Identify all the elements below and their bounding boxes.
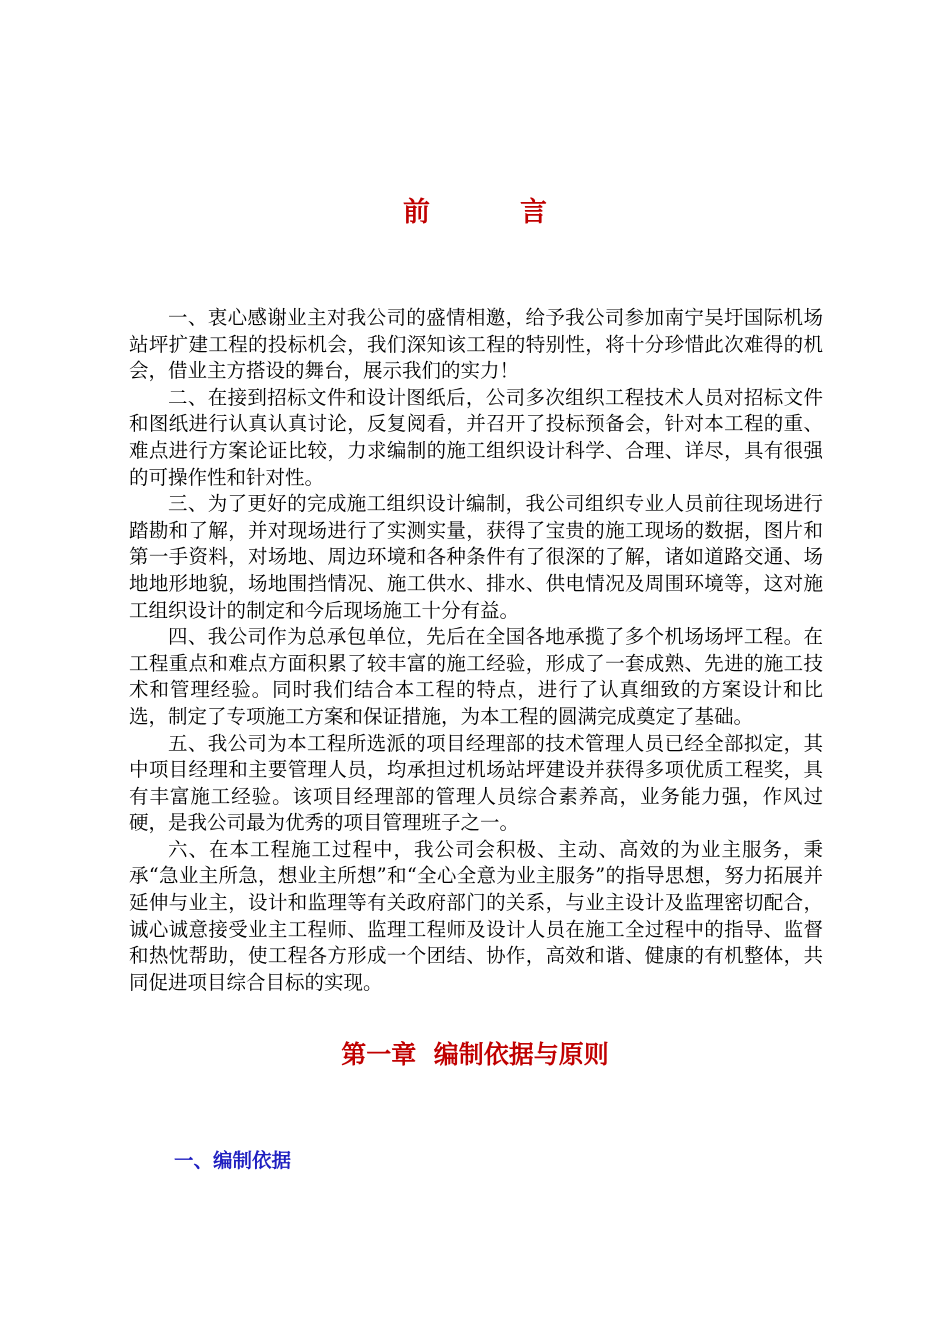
chapter-title: 第一章 编制依据与原则	[341, 1040, 609, 1069]
paragraph-5: 五、我公司为本工程所选派的项目经理部的技术管理人员已经全部拟定，其中项目经理和主要管理人员，均承担过机场站坪建设并获得多项优质工程奖，具有丰富施工经验。该项目经理部的管理人员综合素养高，业务能力强，作风过硬，是我公司最为优秀的项目管理班子之一。	[129, 731, 823, 835]
paragraph-1: 一、衷心感谢业主对我公司的盛情相邀，给予我公司参加南宁吴圩国际机场站坪扩建工程的投标机会，我们深知该工程的特别性，将十分珍惜此次难得的机会，借业主方搭设的舞台，展示我们的实力！	[129, 306, 823, 383]
preface-body	[129, 305, 823, 996]
preface-title: 前言	[403, 197, 637, 228]
paragraph-6: 六、在本工程施工过程中，我公司会积极、主动、高效的为业主服务，秉承“急业主所急，想业主所想”和“全心全意为业主服务”的指导思想，努力拓展并延伸与业主，设计和监理等有关政府部门的关系，与业主设计及监理密切配合，诚心诚意接受业主工程师、监理工程师及设计人员在施工全过程中的指导、监督和热忱帮助，使工程各方形成一个团结、协作，高效和谐、健康的有机整体，共同促进项目综合目标的实现。	[129, 837, 823, 994]
paragraph-3: 三、为了更好的完成施工组织设计编制，我公司组织专业人员前往现场进行踏勘和了解，并对现场进行了实测实量，获得了宝贵的施工现场的数据，图片和第一手资料，对场地、周边环境和各种条件有了很深的了解，诸如道路交通、场地地形地貌，场地围挡情况、施工供水、排水、供电情况及周围环境等，这对施工组织设计的制定和今后现场施工十分有益。	[129, 492, 823, 622]
section-heading: 一、编制依据	[174, 1149, 292, 1172]
paragraph-4: 四、我公司作为总承包单位，先后在全国各地承揽了多个机场场坪工程。在工程重点和难点方面积累了较丰富的施工经验，形成了一套成熟、先进的施工技术和管理经验。同时我们结合本工程的特点，进行了认真细致的方案设计和比选，制定了专项施工方案和保证措施，为本工程的圆满完成奠定了基础。	[129, 625, 823, 728]
paragraph-2: 二、在接到招标文件和设计图纸后，公司多次组织工程技术人员对招标文件和图纸进行认真认真讨论，反复阅看，并召开了投标预备会，针对本工程的重、难点进行方案论证比较，力求编制的施工组织设计科学、合理、详尽，具有很强的可操作性和针对性。	[129, 385, 823, 489]
